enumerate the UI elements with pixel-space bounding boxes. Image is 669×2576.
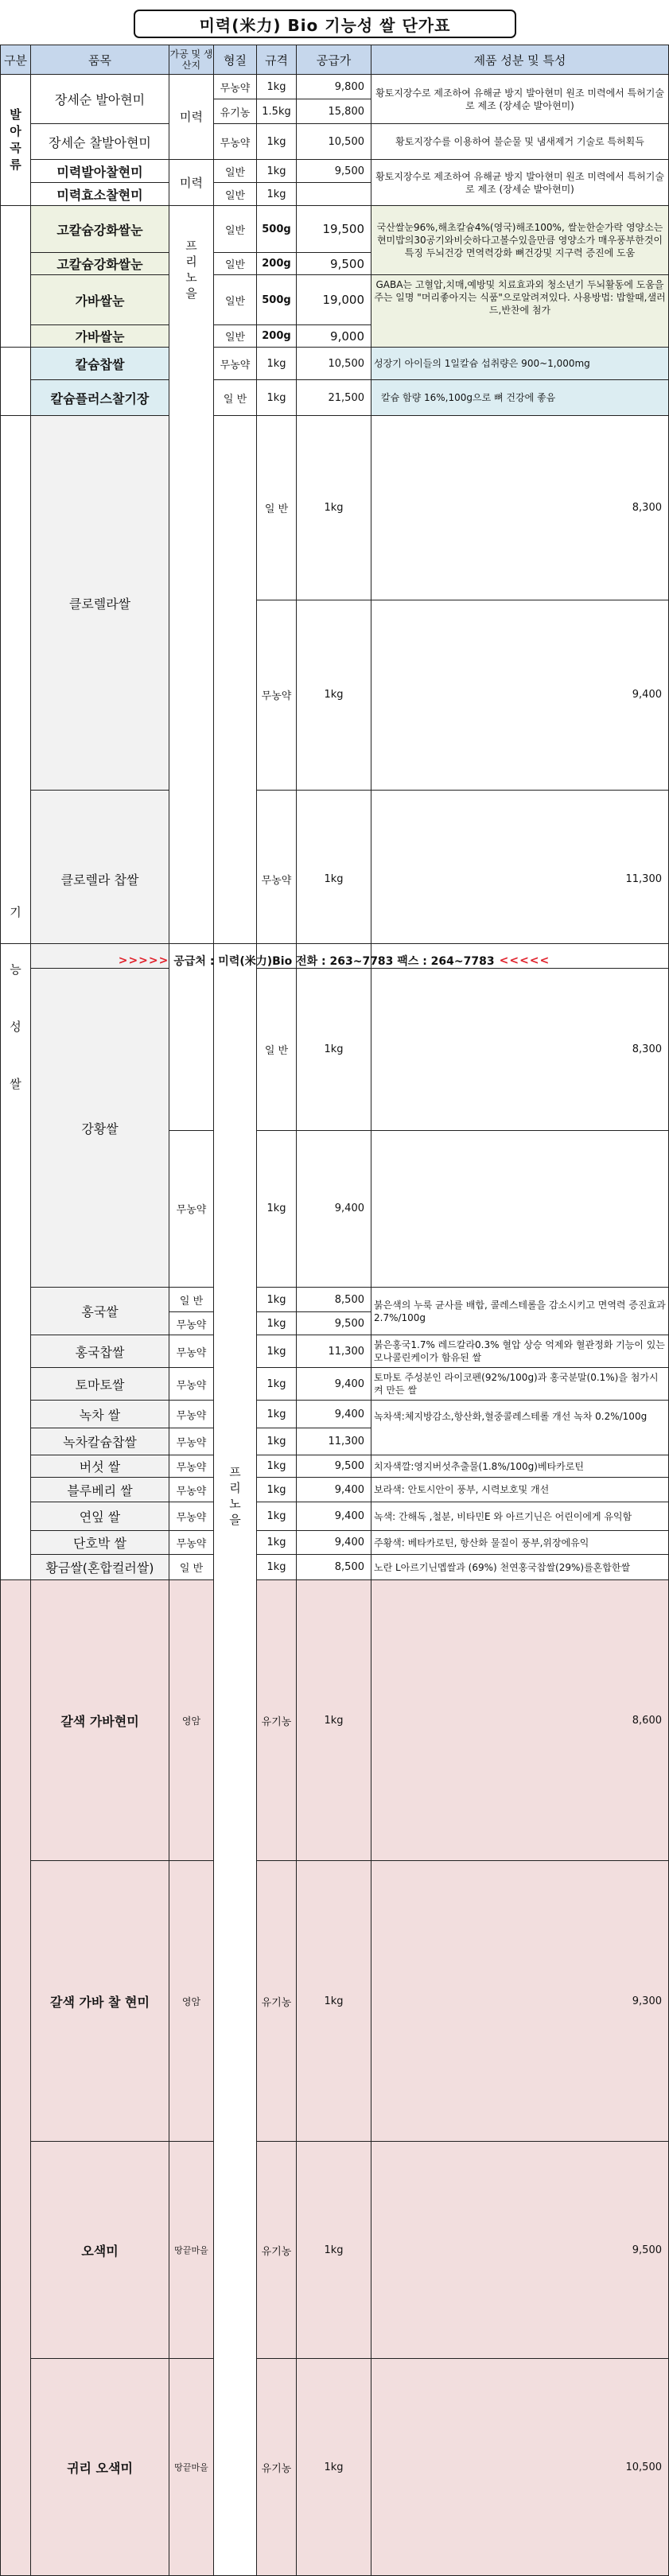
type-cell: 무농약 [169,1368,214,1401]
table-row [1,1580,669,1861]
processor-cell [214,416,257,2576]
type-cell: 일 반 [169,1555,214,1580]
size-cell: 1kg [257,1502,297,1531]
price-cell: 21,500 [297,380,371,416]
product-name: 갈색 가바현미 [31,1580,169,1861]
type-cell: 일 반 [214,380,257,416]
type-cell: 일반 [214,325,257,348]
price-cell: 19,000 [297,275,371,325]
category-cell-empty [1,348,31,416]
type-cell: 무농약 [169,1455,214,1478]
type-cell: 무농약 [169,1401,214,1428]
price-cell [297,183,371,206]
type-cell: 무농약 [214,348,257,380]
processor-cell: 미력 [169,160,214,206]
size-cell: 1kg [297,791,371,969]
table-row [1,1288,669,1312]
price-cell: 9,000 [297,325,371,348]
table-row [1,416,669,600]
product-name: 고칼슘강화쌀눈 [31,206,169,253]
description-cell: 노란 L아르기닌멥쌀과 (69%) 천연홍국찹쌀(29%)를혼합한쌀 [371,1555,669,1580]
price-cell: 10,500 [297,124,371,160]
size-cell: 1kg [257,1312,297,1335]
size-cell: 1kg [257,160,297,183]
product-name: 가바쌀눈 [31,325,169,348]
price-cell: 9,500 [371,2142,669,2359]
footer-arrows-left: >>>>> [118,954,169,967]
size-cell: 500g [257,275,297,325]
price-table [0,45,669,2576]
processor-cell: 땅끝마을 [169,2142,214,2359]
header-row [1,45,669,75]
description-cell: 붉은홍국1.7% 레드칼라0.3% 혈압 상승 억제와 혈관정화 기능이 있는 모나콜린케이가 함유된 쌀 [371,1335,669,1368]
category-cell [1,416,31,1580]
footer-arrows-right: <<<<< [499,954,550,967]
product-name: 클로렐라 찹쌀 [31,791,169,969]
type-cell: 유기농 [214,99,257,124]
table-row [1,791,669,969]
table-row [1,1478,669,1502]
price-cell: 11,300 [371,791,669,969]
size-cell: 1kg [297,2359,371,2576]
price-cell: 8,600 [371,1580,669,1861]
size-cell: 1kg [257,1401,297,1428]
size-cell: 1kg [257,124,297,160]
product-name: 단호박 쌀 [31,1531,169,1555]
type-cell: 무농약 [169,1312,214,1335]
category-germinated: 발아곡류 [10,107,21,172]
product-name: 칼슘플러스찰기장 [31,380,169,416]
footer [0,943,668,977]
table-row [1,2359,669,2576]
description-cell: 주황색: 베타카로틴, 항산화 물질이 풍부,위장에유익 [371,1531,669,1555]
table-row [1,1861,669,2142]
price-cell: 9,500 [297,1312,371,1335]
product-name: 클로렐라쌀 [31,416,169,791]
type-cell: 무농약 [169,1428,214,1455]
header-size: 규격 [257,45,297,75]
price-cell: 9,500 [297,160,371,183]
type-cell: 무농약 [257,791,297,969]
processor-cell: 영암 [169,1861,214,2142]
product-name: 미력발아찰현미 [31,160,169,183]
type-cell: 유기농 [257,2142,297,2359]
description-cell: 녹차색:체지방감소,항산화,혈중콜레스테롤 개선 녹차 0.2%/100g [371,1401,669,1455]
size-cell: 1kg [297,1861,371,2142]
size-cell: 500g [257,206,297,253]
type-cell: 무농약 [214,75,257,99]
product-name: 토마토쌀 [31,1368,169,1401]
description-cell: 칼슘 함량 16%,100g으로 뼈 건강에 좋음 [371,380,669,416]
type-cell: 일반 [214,160,257,183]
price-cell: 9,400 [297,1130,371,1287]
product-name: 홍국찹쌀 [31,1335,169,1368]
description-cell: 국산쌀눈96%,해초칼슘4%(영국)해조100%, 쌀눈한숟가락 영양소는 현미밥의30공기와비슷하다고볼수있을만큼 영양소가 매우풍부한것이특징 두뇌건강 면역력강화 뼈건강및 지구력 증진에 도움 [371,206,669,275]
size-cell: 1kg [297,2142,371,2359]
size-cell: 1kg [257,1478,297,1502]
product-name: 칼슘찹쌀 [31,348,169,380]
table-row [1,75,669,99]
size-cell: 1kg [257,1130,297,1287]
size-cell: 1kg [257,1455,297,1478]
page-title: 미력(米力) Bio 기능성 쌀 단가표 [134,10,516,38]
product-name: 귀리 오색미 [31,2359,169,2576]
product-name: 녹차 쌀 [31,1401,169,1428]
size-cell: 1kg [257,1531,297,1555]
price-cell: 9,300 [371,1861,669,2142]
type-cell: 일 반 [169,1288,214,1312]
size-cell: 1kg [257,380,297,416]
description-cell: 황토지장수로 제조하여 유해균 방지 발아현미 원조 미력에서 특허기술로 제조 (장세순 발아현미) [371,75,669,124]
processor-cell: 땅끝마을 [169,2359,214,2576]
header-product: 품목 [31,45,169,75]
table-row [1,1368,669,1401]
table-row [1,1531,669,1555]
price-cell: 8,300 [371,969,669,1131]
size-cell: 1kg [257,75,297,99]
header-price: 공급가 [297,45,371,75]
table-row [1,206,669,253]
price-cell: 10,500 [297,348,371,380]
size-cell: 1kg [297,1580,371,1861]
price-cell: 9,400 [297,1401,371,1428]
price-cell: 19,500 [297,206,371,253]
size-cell: 1kg [257,1368,297,1401]
description-cell: 붉은색의 누룩 균사를 배합, 콜레스테롤을 감소시키고 면역력 증진효과 2.7%/100g [371,1288,669,1335]
price-cell: 9,500 [297,1455,371,1478]
product-name: 장세순 찰발아현미 [31,124,169,160]
type-cell: 일반 [214,253,257,275]
product-name: 연잎 쌀 [31,1502,169,1531]
type-cell: 일반 [214,206,257,253]
product-name: 미력효소찰현미 [31,183,169,206]
table-row [1,2142,669,2359]
processor-cell: 영암 [169,1580,214,1861]
description-cell: 치자색깔:영지버섯추출물(1.8%/100g)베타카로틴 [371,1455,669,1478]
product-name: 녹차칼슘찹쌀 [31,1428,169,1455]
type-cell: 무농약 [214,124,257,160]
table-row [1,160,669,183]
type-cell: 무농약 [257,600,297,791]
size-cell: 200g [257,325,297,348]
table-row [1,124,669,160]
product-name: 오색미 [31,2142,169,2359]
price-cell: 8,500 [297,1555,371,1580]
category-cell [1,75,31,206]
type-cell: 일 반 [257,969,297,1131]
table-row [1,1335,669,1368]
size-cell: 1kg [257,1555,297,1580]
description-cell: 녹색: 간해독 ,철분, 비타민E 와 아르기닌은 어린이에게 유익함 [371,1502,669,1531]
price-cell: 9,400 [371,600,669,791]
table-row [1,969,669,1131]
price-cell: 8,300 [371,416,669,600]
header-category: 구분 [1,45,31,75]
type-cell: 무농약 [169,1130,214,1287]
description-cell: 황토지장수를 이용하여 불순물 및 냄새제거 기술로 특허획득 [371,124,669,160]
size-cell: 1.5kg [257,99,297,124]
header-description: 제품 성분 및 특성 [371,45,669,75]
product-name: 블루베리 쌀 [31,1478,169,1502]
processor-cell [169,206,214,1131]
price-cell: 9,800 [297,75,371,99]
table-row [1,275,669,325]
type-cell: 일 반 [257,416,297,600]
price-cell: 10,500 [371,2359,669,2576]
description-cell: 보라색: 안토시안이 풍부, 시력보호및 개선 [371,1478,669,1502]
type-cell: 무농약 [169,1531,214,1555]
product-name: 갈색 가바 찰 현미 [31,1861,169,2142]
size-cell: 1kg [297,600,371,791]
footer-contact: 공급처 : 미력(米力)Bio 전화 : 263~7783 팩스 : 264~7783 [173,955,495,968]
table-row [1,380,669,416]
type-cell: 유기농 [257,2359,297,2576]
price-cell: 11,300 [297,1428,371,1455]
table-row [1,1401,669,1428]
description-cell: 황토지장수로 제조하여 유해균 방지 발아현미 원조 미력에서 특허기술로 제조 (장세순 발아현미) [371,160,669,206]
product-name: 황금쌀(혼합컬러쌀) [31,1555,169,1580]
category-functional: 기능성쌀 [10,904,21,1091]
product-name: 가바쌀눈 [31,275,169,325]
description-cell: 토마토 주성분인 라이코펜(92%/100g)과 홍국분말(0.1%)을 첨가시켜 만든 쌀 [371,1368,669,1401]
processor-cell: 미력 [169,75,214,160]
price-cell: 11,300 [297,1335,371,1368]
table-row [1,348,669,380]
size-cell: 1kg [257,1428,297,1455]
size-cell: 1kg [257,348,297,380]
size-cell: 1kg [297,416,371,600]
price-cell: 9,400 [297,1368,371,1401]
type-cell: 유기농 [257,1580,297,1861]
product-name: 강황쌀 [31,969,169,1288]
size-cell: 1kg [257,1335,297,1368]
processor-freenol: 프리노을 [185,239,197,301]
category-cell-empty [1,1580,31,2576]
price-cell: 8,500 [297,1288,371,1312]
price-cell: 9,500 [297,253,371,275]
size-cell: 1kg [257,183,297,206]
header-processor: 가공 및 생산지 [169,45,214,75]
size-cell: 1kg [257,1288,297,1312]
product-name: 고칼슘강화쌀눈 [31,253,169,275]
header-type: 형질 [214,45,257,75]
price-cell: 9,400 [297,1531,371,1555]
table-row [1,1555,669,1580]
size-cell: 200g [257,253,297,275]
type-cell: 일반 [214,183,257,206]
size-cell: 1kg [297,969,371,1131]
price-cell: 15,800 [297,99,371,124]
category-cell-empty [1,206,31,348]
type-cell: 무농약 [169,1502,214,1531]
table-row [1,1502,669,1531]
product-name: 버섯 쌀 [31,1455,169,1478]
product-name: 홍국쌀 [31,1288,169,1335]
price-cell: 9,400 [297,1478,371,1502]
description-cell: 성장기 아이들의 1일칼슘 섭취량은 900~1,000mg [371,348,669,380]
product-name: 장세순 발아현미 [31,75,169,124]
type-cell: 무농약 [169,1478,214,1502]
description-cell: GABA는 고혈압,치매,예방및 치료효과외 청소년기 두뇌활동에 도움을 주는 일명 "머리좋아지는 식품"으로알려져있다. 사용방법: 밥할때,샐러드,반찬에 첨가 [371,275,669,348]
type-cell: 유기농 [257,1861,297,2142]
price-cell: 9,400 [297,1502,371,1531]
table-row [1,1455,669,1478]
type-cell: 일반 [214,275,257,325]
processor-freenol-2: 프리노을 [229,1464,241,1527]
type-cell: 무농약 [169,1335,214,1368]
